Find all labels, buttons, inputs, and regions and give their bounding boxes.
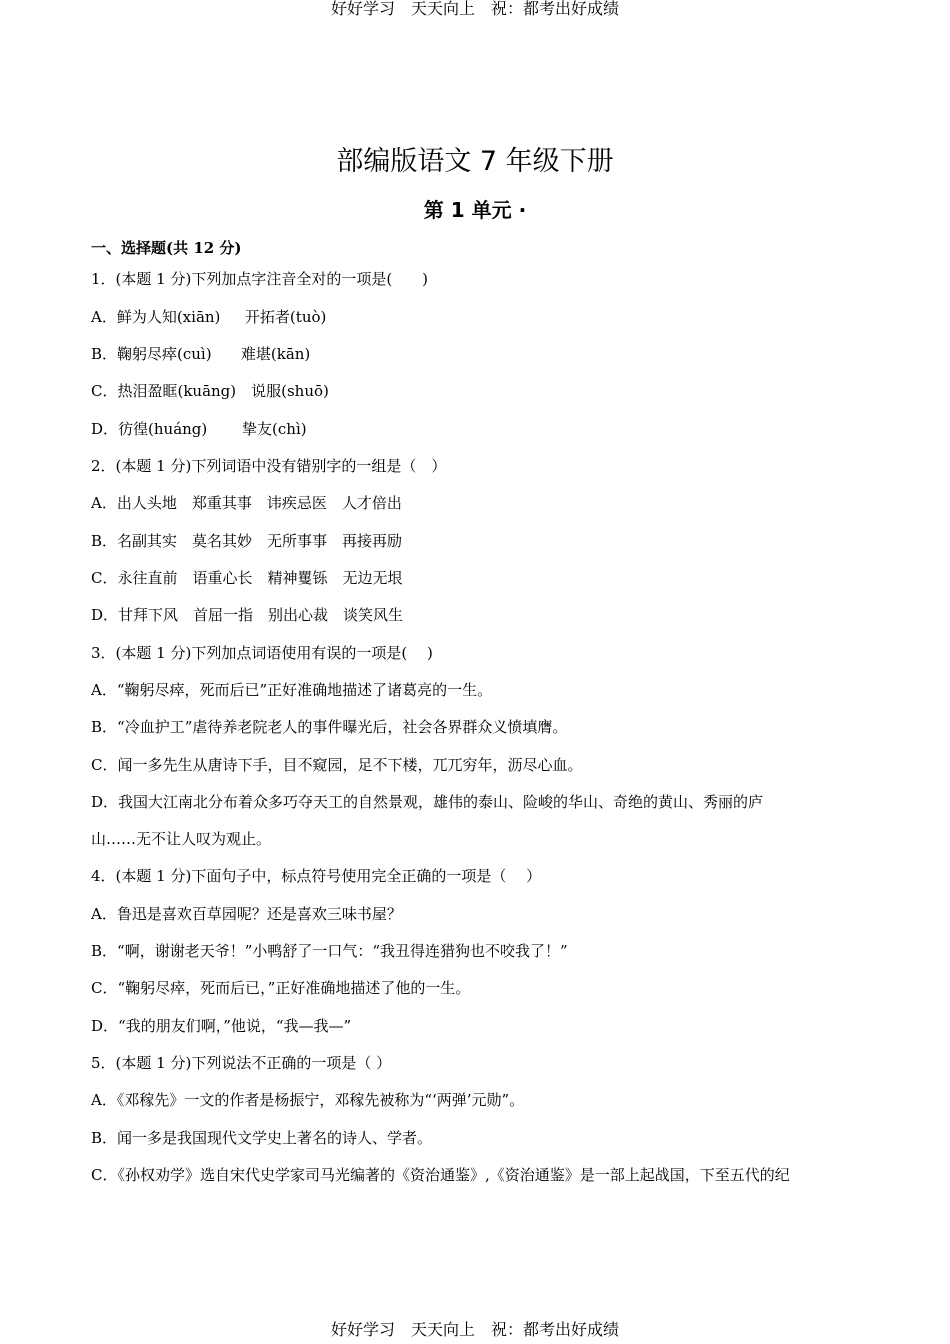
question-1-option-c: C．热泪盈眶(kuāng) 说服(shuō) bbox=[91, 382, 329, 400]
question-4-stem: 4．(本题 1 分)下面句子中，标点符号使用完全正确的一项是（ ） bbox=[91, 867, 542, 885]
question-1-option-d: D．彷徨(huáng) 挚友(chì) bbox=[91, 420, 307, 438]
question-3-option-d: D．我国大江南北分布着众多巧夺天工的自然景观，雄伟的泰山、险峻的华山、奇绝的黄山、秀丽的庐 bbox=[91, 793, 764, 811]
question-2-stem: 2．(本题 1 分)下列词语中没有错别字的一组是（ ） bbox=[91, 457, 447, 475]
question-4-option-c: C．“鞠躬尽瘁，死而后已，”正好准确地描述了他的一生。 bbox=[91, 979, 471, 997]
question-4-option-a: A．鲁迅是喜欢百草园呢？还是喜欢三味书屋？ bbox=[91, 905, 402, 923]
page-footer: 好好学习 天天向上 祝：都考出好成绩 bbox=[330, 1320, 619, 1339]
question-4-option-d: D．“我的朋友们啊，”他说，“我—我—” bbox=[91, 1017, 352, 1035]
page-header: 好好学习 天天向上 祝：都考出好成绩 bbox=[330, 0, 619, 18]
question-4-option-b: B．“啊，谢谢老天爷！”小鸭舒了一口气：“我丑得连猎狗也不咬我了！” bbox=[91, 942, 568, 960]
question-3-option-a: A．“鞠躬尽瘁，死而后已”正好准确地描述了诸葛亮的一生。 bbox=[91, 681, 493, 699]
question-5-option-c: C．《孙权劝学》选自宋代史学家司马光编著的《资治通鉴》,《资治通鉴》是一部上起战国，下至五代的纪 bbox=[91, 1166, 790, 1184]
question-2-option-d: D．甘拜下风 首屈一指 别出心裁 谈笑风生 bbox=[91, 606, 404, 624]
question-2-option-c: C．永往直前 语重心长 精神矍铄 无边无垠 bbox=[91, 569, 403, 587]
question-3-stem: 3．(本题 1 分)下列加点词语使用有误的一项是( ) bbox=[91, 644, 433, 662]
question-1-option-b: B．鞠躬尽瘁(cuì) 难堪(kān) bbox=[91, 345, 311, 363]
document-title: 部编版语文 7 年级下册 bbox=[336, 146, 614, 177]
question-1-stem: 1．(本题 1 分)下列加点字注音全对的一项是( ) bbox=[91, 270, 429, 288]
question-3-option-d-continued: 山……无不让人叹为观止。 bbox=[91, 830, 272, 848]
question-3-option-c: C．闻一多先生从唐诗下手，目不窥园，足不下楼，兀兀穷年，沥尽心血。 bbox=[91, 756, 583, 774]
question-2-option-b: B．名副其实 莫名其妙 无所事事 再接再励 bbox=[91, 532, 403, 550]
question-5-option-a: A．《邓稼先》一文的作者是杨振宁，邓稼先被称为“‘两弹’元勋”。 bbox=[91, 1091, 525, 1109]
section-heading: 一、选择题(共 12 分) bbox=[91, 239, 242, 257]
question-2-option-a: A．出人头地 郑重其事 讳疾忌医 人才倍出 bbox=[91, 494, 402, 512]
unit-heading: 第 1 单元 · bbox=[423, 198, 527, 222]
question-5-option-b: B．闻一多是我国现代文学史上著名的诗人、学者。 bbox=[91, 1129, 433, 1147]
question-3-option-b: B．“冷血护工”虐待养老院老人的事件曝光后，社会各界群众义愤填膺。 bbox=[91, 718, 568, 736]
question-1-option-a: A．鲜为人知(xiān) 开拓者(tuò) bbox=[91, 308, 327, 326]
question-5-stem: 5．(本题 1 分)下列说法不正确的一项是（ ） bbox=[91, 1054, 392, 1072]
